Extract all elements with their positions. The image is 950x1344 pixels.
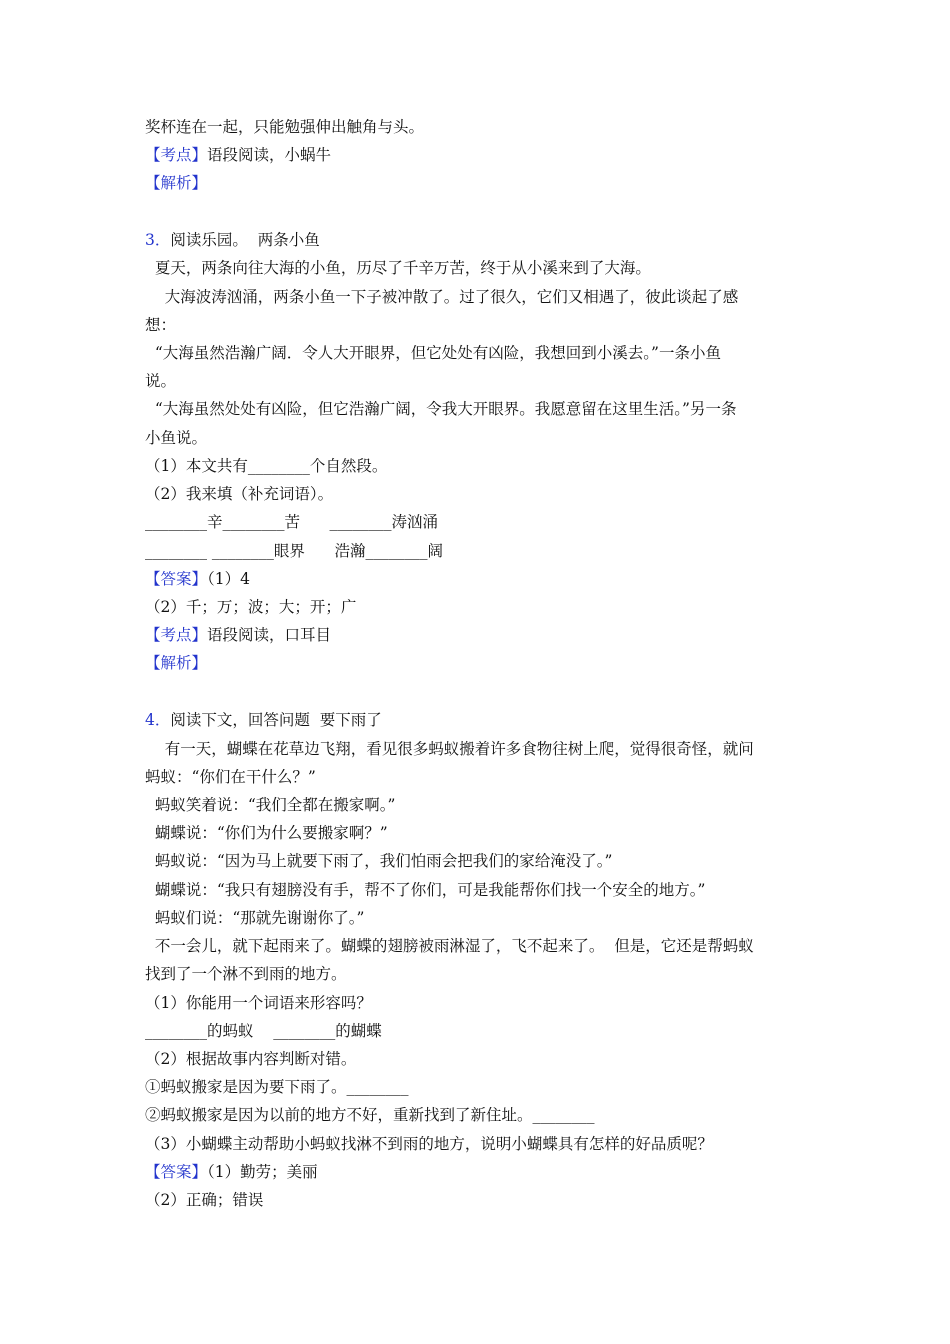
answer-text: （1）勤劳；美丽 <box>207 1163 318 1181</box>
question-number: 3． <box>145 231 171 249</box>
question-number: 4． <box>145 711 171 729</box>
jiexi-tag: 【解析】 <box>145 654 208 672</box>
sub-question: （2）我来填（补充词语）。 <box>145 485 334 503</box>
answer-text: （1）4 <box>207 570 250 588</box>
kaodian-tag: 【考点】 <box>145 626 208 644</box>
paragraph-line: “大海虽然处处有凶险，但它浩瀚广阔，令我大开眼界。我愿意留在这里生活。”另一条 <box>145 400 737 418</box>
answer-line: （2）千；万；波；大；开；广 <box>145 598 357 616</box>
paragraph-line: 奖杯连在一起，只能勉强伸出触角与头。 <box>145 118 425 136</box>
question-3-title <box>145 230 320 250</box>
sub-question: （3）小蝴蝶主动帮助小蚂蚁找淋不到雨的地方，说明小蝴蝶具有怎样的好品质呢？ <box>145 1135 713 1153</box>
answer-line: （2）正确；错误 <box>145 1191 264 1209</box>
paragraph-line: 蚂蚁：“你们在干什么？” <box>145 768 316 786</box>
paragraph-line: 蚂蚁们说：“那就先谢谢你了。” <box>145 909 365 927</box>
question-title-text: 阅读下文，回答问题 要下雨了 <box>170 711 382 729</box>
kaodian-tag: 【考点】 <box>145 146 208 164</box>
paragraph-line: 想： <box>145 316 177 334</box>
paragraph-line: 蝴蝶说：“我只有翅膀没有手，帮不了你们，可是我能帮你们找一个安全的地方。” <box>145 881 706 899</box>
question-title-text: 阅读乐园。 两条小鱼 <box>170 231 320 249</box>
paragraph-line: 找到了一个淋不到雨的地方。 <box>145 965 347 983</box>
fill-blank-line: ________ ________眼界 浩瀚________阔 <box>145 542 443 560</box>
paragraph-line: 蝴蝶说：“你们为什么要搬家啊？” <box>145 824 388 842</box>
paragraph-line: 蚂蚁说：“因为马上就要下雨了，我们怕雨会把我们的家给淹没了。” <box>145 852 613 870</box>
kaodian-line <box>145 145 331 165</box>
kaodian-line <box>145 625 331 645</box>
question-4-title <box>145 710 382 730</box>
jiexi-tag: 【解析】 <box>145 174 208 192</box>
paragraph-line: 夏天，两条向往大海的小鱼，历尽了千辛万苦，终于从小溪来到了大海。 <box>145 259 651 277</box>
paragraph-line: 不一会儿，就下起雨来了。蝴蝶的翅膀被雨淋湿了，飞不起来了。 但是，它还是帮蚂蚁 <box>145 937 754 955</box>
paragraph-line: 小鱼说。 <box>145 429 208 447</box>
fill-blank-line: ________的蚂蚁 ________的蝴蝶 <box>145 1022 382 1040</box>
answer-tag: 【答案】 <box>145 570 208 588</box>
answer-line <box>145 569 250 589</box>
sub-question: （2）根据故事内容判断对错。 <box>145 1050 357 1068</box>
judge-line: ②蚂蚁搬家是因为以前的地方不好，重新找到了新住址。________ <box>145 1106 595 1124</box>
fill-blank-line: ________辛________苦 ________涛汹涌 <box>145 513 439 531</box>
kaodian-text: 语段阅读，小蜗牛 <box>207 146 332 164</box>
answer-line <box>145 1162 318 1182</box>
sub-question: （1）你能用一个词语来形容吗？ <box>145 994 372 1012</box>
paragraph-line: 大海波涛汹涌，两条小鱼一下子被冲散了。过了很久，它们又相遇了，彼此谈起了感 <box>145 288 739 306</box>
sub-question: （1）本文共有________个自然段。 <box>145 457 388 475</box>
answer-tag: 【答案】 <box>145 1163 208 1181</box>
paragraph-line: 有一天，蝴蝶在花草边飞翔，看见很多蚂蚁搬着许多食物往树上爬，觉得很奇怪，就问 <box>145 740 754 758</box>
paragraph-line: “大海虽然浩瀚广阔．令人大开眼界，但它处处有凶险，我想回到小溪去。”一条小鱼 <box>145 344 721 362</box>
paragraph-line: 蚂蚁笑着说：“我们全都在搬家啊。” <box>145 796 396 814</box>
paragraph-line: 说。 <box>145 372 177 390</box>
judge-line: ①蚂蚁搬家是因为要下雨了。________ <box>145 1078 409 1096</box>
kaodian-text: 语段阅读，口耳目 <box>207 626 332 644</box>
